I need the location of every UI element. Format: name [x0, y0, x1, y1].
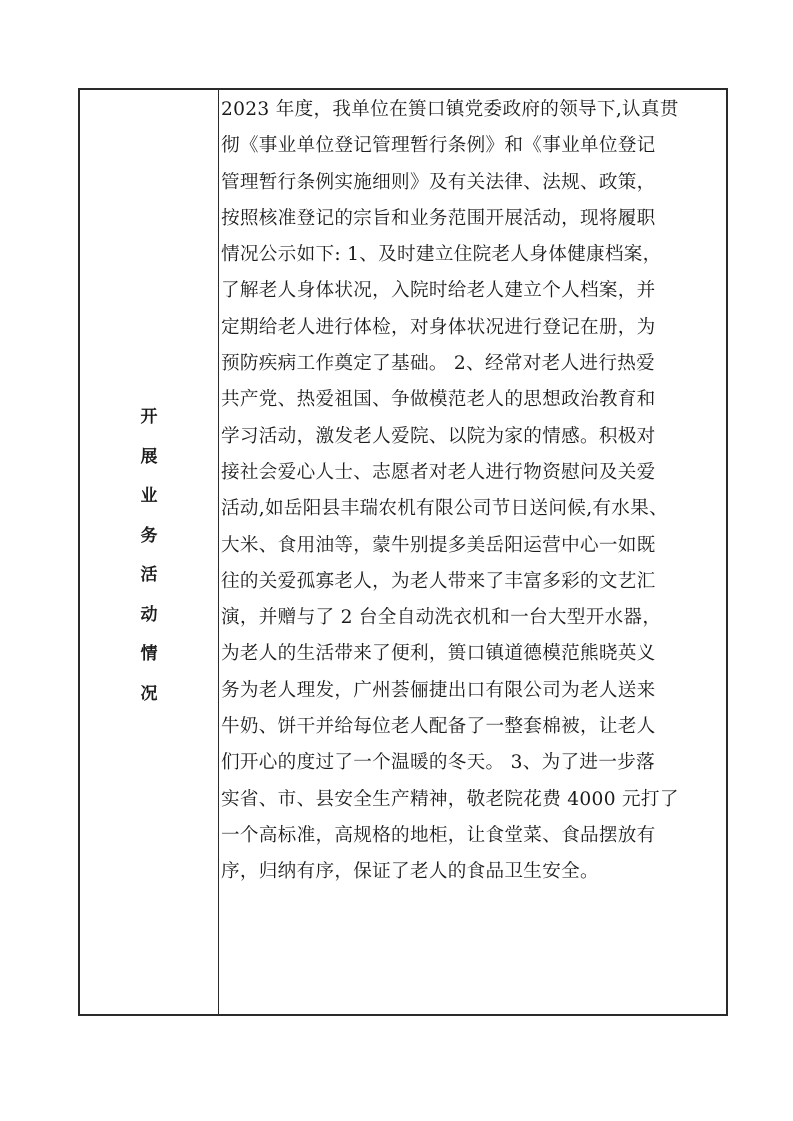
label-char: 展	[140, 446, 158, 467]
content-line: 们开心的度过了一个温暖的冬天。 3、为了进一步落	[221, 752, 656, 774]
content-line: 牛奶、饼干并给每位老人配备了一整套棉被，让老人	[221, 716, 656, 738]
content-line: 定期给老人进行体检，对身体状况进行登记在册，为	[221, 316, 656, 338]
content-line: 共产党、热爱祖国、争做模范老人的思想政治教育和	[221, 389, 656, 411]
content-line: 2023 年度，我单位在篑口镇党委政府的领导下,认真贯	[221, 99, 679, 120]
label-char: 开	[140, 407, 158, 427]
content-line: 接社会爱心人士、志愿者对老人进行物资慰问及关爱	[221, 461, 656, 483]
content-line: 情况公示如下: 1、及时建立住院老人身体健康档案，	[221, 244, 662, 266]
content-line: 学习活动，激发老人爱院、以院为家的情感。积极对	[221, 425, 656, 447]
label-char: 务	[140, 525, 158, 546]
label-char: 活	[140, 565, 158, 585]
content-line: 大米、食用油等，蒙牛别提多美岳阳运营中心一如既	[221, 534, 656, 556]
content-line: 管理暂行条例实施细则》及有关法律、法规、政策，	[221, 171, 656, 193]
content-line: 彻《事业单位登记管理暂行条例》和《事业单位登记	[221, 135, 656, 157]
label-char: 况	[140, 683, 158, 704]
content-line: 序，归纳有序，保证了老人的食品卫生安全。	[221, 861, 599, 883]
content-line: 实省、市、县安全生产精神，敬老院花费 4000 元打了	[221, 788, 679, 810]
content-line: 了解老人身体状况，入院时给老人建立个人档案，并	[221, 280, 656, 302]
content-line: 演，并赠与了 2 台全自动洗衣机和一台大型开水器，	[221, 607, 662, 629]
content-line: 按照核准登记的宗旨和业务范围开展活动，现将履职	[221, 207, 656, 229]
label-char: 情	[140, 644, 158, 664]
content-line: 为老人的生活带来了便利，篑口镇道德模范熊晓英义	[221, 643, 656, 665]
label-char: 业	[140, 486, 158, 506]
column-divider	[218, 90, 219, 1014]
content-line: 活动,如岳阳县丰瑞农机有限公司节日送问候,有水果、	[221, 498, 668, 520]
content-line: 预防疾病工作奠定了基础。 2、经常对老人进行热爱	[221, 353, 656, 375]
content-line: 往的关爱孤寡老人，为老人带来了丰富多彩的文艺汇	[221, 570, 656, 592]
section-label-cell	[80, 90, 218, 1014]
label-char: 动	[140, 604, 158, 625]
content-line: 务为老人理发，广州荟俪捷出口有限公司为老人送来	[221, 679, 656, 701]
section-label	[80, 398, 218, 714]
content-cell	[221, 92, 711, 891]
content-line: 一个高标准，高规格的地柜，让食堂菜、食品摆放有	[221, 824, 656, 846]
activity-table	[78, 88, 728, 1016]
